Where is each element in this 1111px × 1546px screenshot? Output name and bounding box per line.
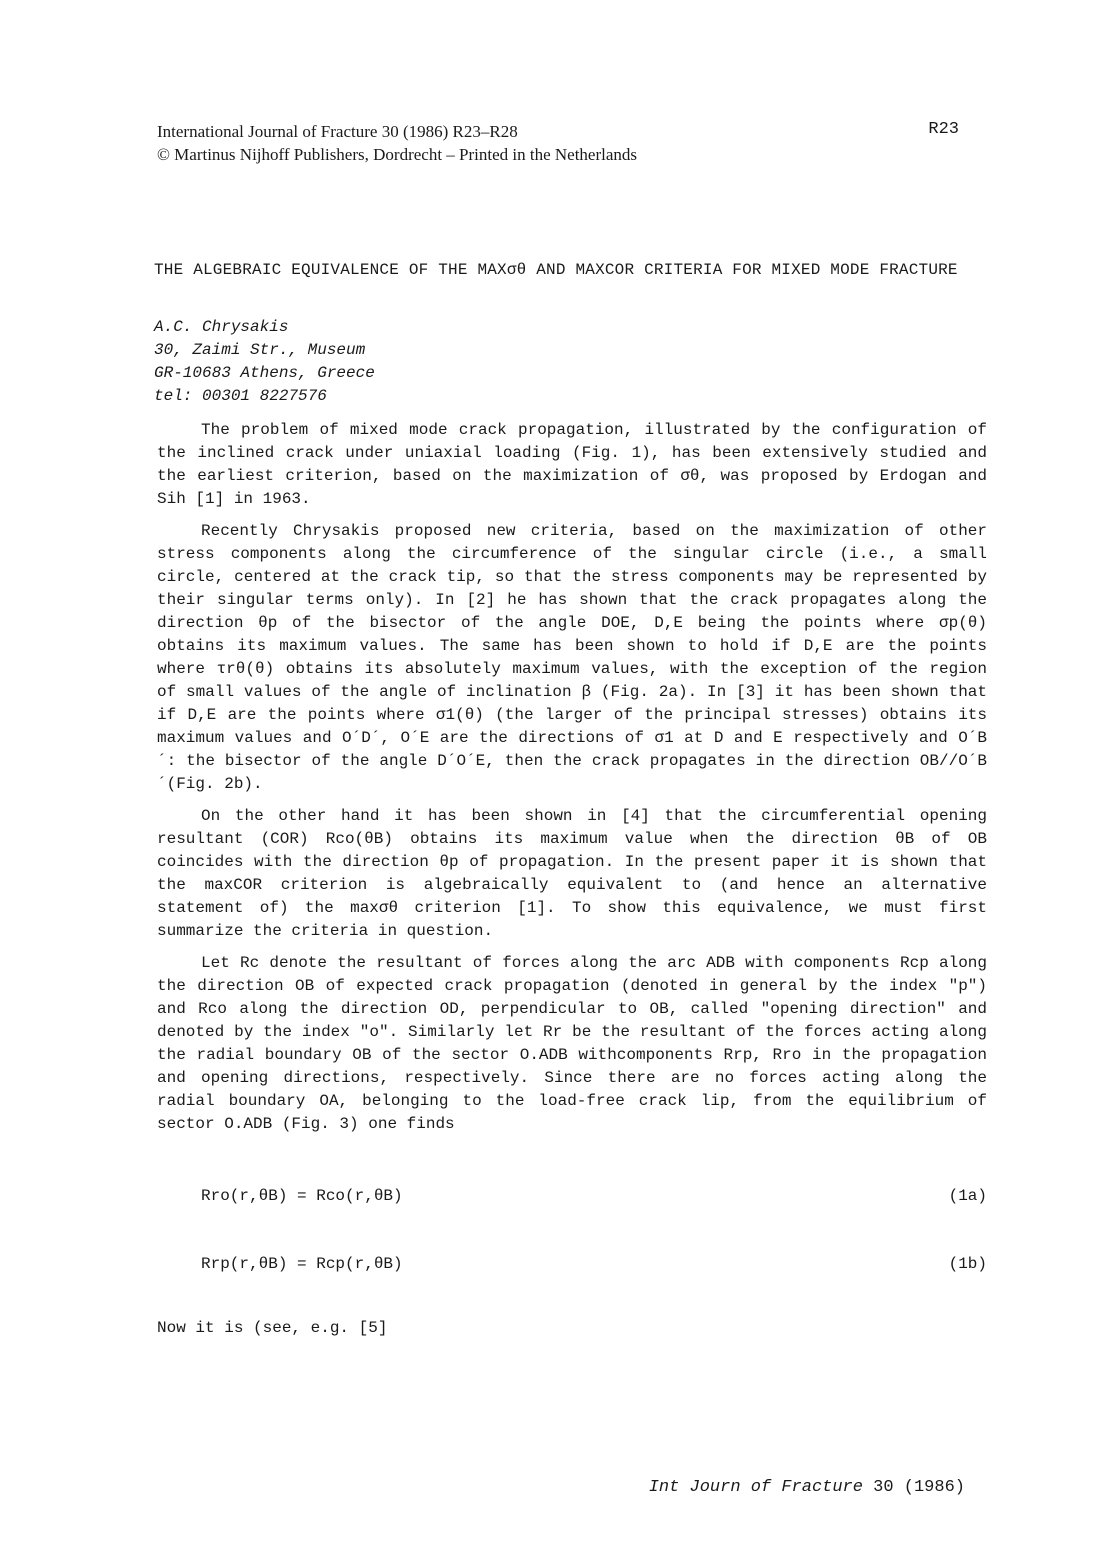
equation-1b — [157, 1253, 987, 1297]
author-name: A.C. Chrysakis — [154, 318, 289, 336]
author-address-street: 30, Zaimi Str., Museum — [154, 341, 366, 359]
article-title: THE ALGEBRAIC EQUIVALENCE OF THE MAXσθ AND MAXCOR CRITERIA FOR MIXED MODE FRACTURE — [154, 261, 958, 279]
equation-1a-number: (1a) — [948, 1187, 987, 1205]
paragraph-2: Recently Chrysakis proposed new criteria, based on the maximization of other stress components along the circumference of the singular circle (i.e., a small circle, centered at the crack tip, so that the stress components may be represented by their singular terms only). In [2] he has shown that the crack propagates along the direction θp of the bisector of the angle DOE, D,E being the points where σp(θ) obtains its maximum values. The same has been shown to hold if D,E are the points where τrθ(θ) obtains its absolutely maximum values, with the exception of the region of small values of the angle of inclination β (Fig. 2a). In [3] it has been shown that if D,E are the points where σ1(θ) (the larger of the principal stresses) obtains its maximum values and O´D´, O´E are the directions of σ1 at D and E respectively and O´B´: the bisector of the angle D´O´E, then the crack propagates in the direction OB//O´B´(Fig. 2b). — [157, 522, 987, 793]
footer-journal: Int Journ of Fracture — [648, 1478, 863, 1497]
paragraph-4: Let Rc denote the resultant of forces along the arc ADB with components Rcp along the direction OB of expected crack propagation (denoted in general by the index "p") and Rco along the direction OD, perpendicular to OB, called "opening direction" and denoted by the index "o". Similarly let Rr be the resultant of the forces acting along the radial boundary OB of the sector O.ADB withcomponents Rrp, Rro in the propagation and opening directions, respectively. Since there are no forces acting along the radial boundary OA, belonging to the load-free crack lip, from the equilibrium of sector O.ADB (Fig. 3) one finds — [157, 954, 987, 1133]
author-telephone: tel: 00301 8227576 — [154, 387, 327, 405]
equation-1a — [157, 1185, 987, 1229]
author-address-city: GR-10683 Athens, Greece — [154, 364, 375, 382]
equation-1a-text: Rro(r,θB) = Rco(r,θB) — [201, 1187, 403, 1205]
paragraph-1: The problem of mixed mode crack propagation, illustrated by the configuration of the inclined crack under uniaxial loading (Fig. 1), has been extensively studied and the earliest criterion, based on the maximization of σθ, was proposed by Erdogan and Sih [1] in 1963. — [157, 421, 987, 508]
author-block — [154, 316, 375, 408]
publisher-line: © Martinus Nijhoff Publishers, Dordrecht – Printed in the Netherlands — [157, 145, 638, 164]
article-body — [157, 419, 987, 1349]
page-number: R23 — [928, 120, 959, 139]
footer-volume: 30 (1986) — [873, 1478, 965, 1497]
equation-1b-text: Rrp(r,θB) = Rcp(r,θB) — [201, 1255, 403, 1273]
page-footer — [649, 1478, 965, 1497]
journal-citation: International Journal of Fracture 30 (1986) R23–R28 — [157, 122, 518, 141]
journal-header — [157, 120, 637, 166]
closing-line: Now it is (see, e.g. [5] — [157, 1319, 388, 1337]
paragraph-3: On the other hand it has been shown in [4] that the circumferential opening resultant (COR) Rcο(θB) obtains its maximum value when the direction θB of OB coincides with the direction θp of propagation. In the present paper it is shown that the maxCOR criterion is algebraically equivalent to (and hence an alternative statement of) the maxσθ criterion [1]. To show this equivalence, we must first summarize the criteria in question. — [157, 807, 987, 940]
equation-1b-number: (1b) — [948, 1255, 987, 1273]
